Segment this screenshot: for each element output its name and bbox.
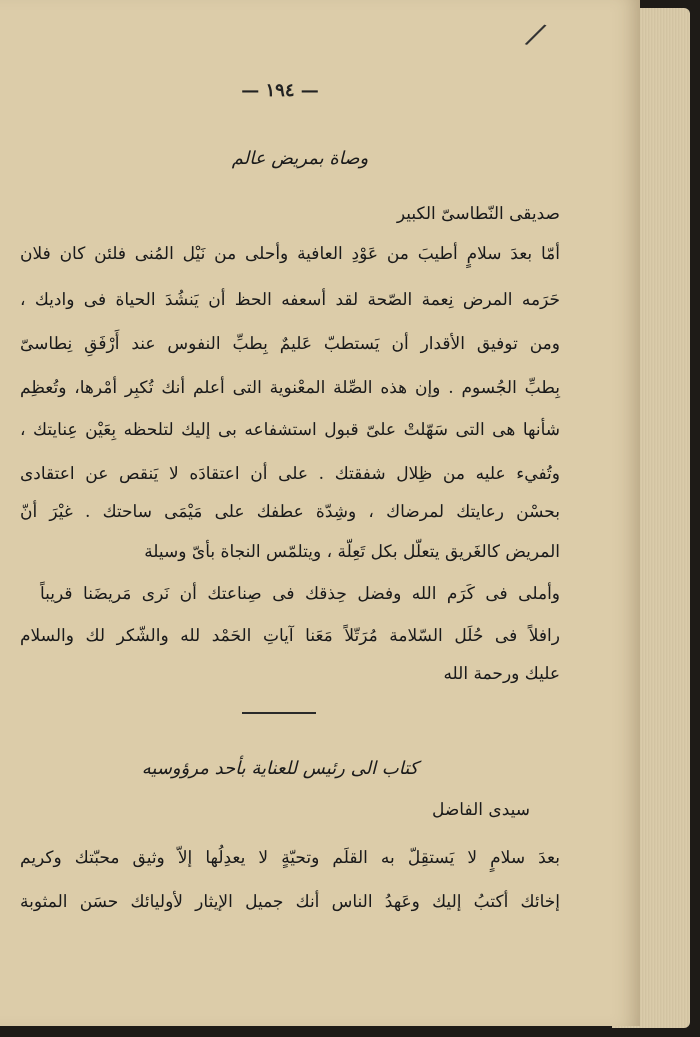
text-line: المريض كالغَريق يتعلّل بكل تَعِلّة ، ويتلمّس النجاة بأىّ وسيلة	[144, 542, 560, 562]
text-line: رافلاً فى حُلَل السّلامة مُرَتّلاً مَعَنا آياتِ الحَمْد لله والشّكر لك والسلام	[20, 626, 560, 646]
text-line: بِطبِّ الجُسوم . وإن هذه الصِّلة المعْنوية التى أعلم أنك تُكبِر أمْرها، وتُعظِم	[20, 378, 560, 398]
page-number: — ١٩٤ —	[241, 80, 319, 101]
text-line: وأملى فى كَرَم الله وفضل حِذقك فى صِناعتك أن نَرى مَريضَنا قريباً	[40, 584, 560, 604]
section-heading: وصاة بمريض عالم	[231, 148, 369, 169]
salutation: سيدى الفاضل	[432, 800, 530, 820]
text-line: بحسْن رعايتك لمرضاك ، وشِدّة عطفك على مَيْمَى ساحتك . غيْرَ أنّ	[20, 502, 560, 522]
section-heading: كتاب الى رئيس للعناية بأحد مرؤوسيه	[141, 758, 419, 779]
pencil-mark: /	[525, 16, 546, 53]
text-line: بعدَ سلامٍ لا يَستقِلّ به القلَم وتحيّةٍ لا يعدِلُها إلاّ وثيق محبّتك وكريم	[20, 848, 560, 868]
section-divider	[242, 712, 316, 714]
text-line: وتُفيء عليه من ظِلال شفقتك . على أن اعتقادَه لا يَنقص عن اعتقادى	[20, 464, 560, 484]
salutation: صديقى النّطاسىّ الكبير	[396, 204, 560, 224]
text-line: ومن توفيق الأقدار أن يَستطبّ عَليمٌ بِطبِّ النفوس عند أَرْفَقِ نِطاسىّ	[20, 334, 560, 354]
text-line: حَرَمه المرض نِعمة الصّحة لقد أسعفه الحظ أن يَنشُدَ الحياة فى واديك ،	[20, 290, 560, 310]
text-line: شأنها هى التى سَهّلتْ علىّ قبول استشفاعه بى إليك لتلحظه بِعَيْن عِنايتك ،	[20, 420, 560, 440]
text-line: أمّا بعدَ سلامٍ أطيبَ من عَوْدِ العافية وأحلى من نَيْل المُنى فلئن كان فلان	[20, 244, 560, 264]
text-line: إخائك أكتبُ إليك وعَهدُ الناس أنك جميل الإيثار لأوليائك حسَن المثوبة	[20, 892, 560, 912]
text-line: عليك ورحمة الله	[443, 664, 560, 684]
